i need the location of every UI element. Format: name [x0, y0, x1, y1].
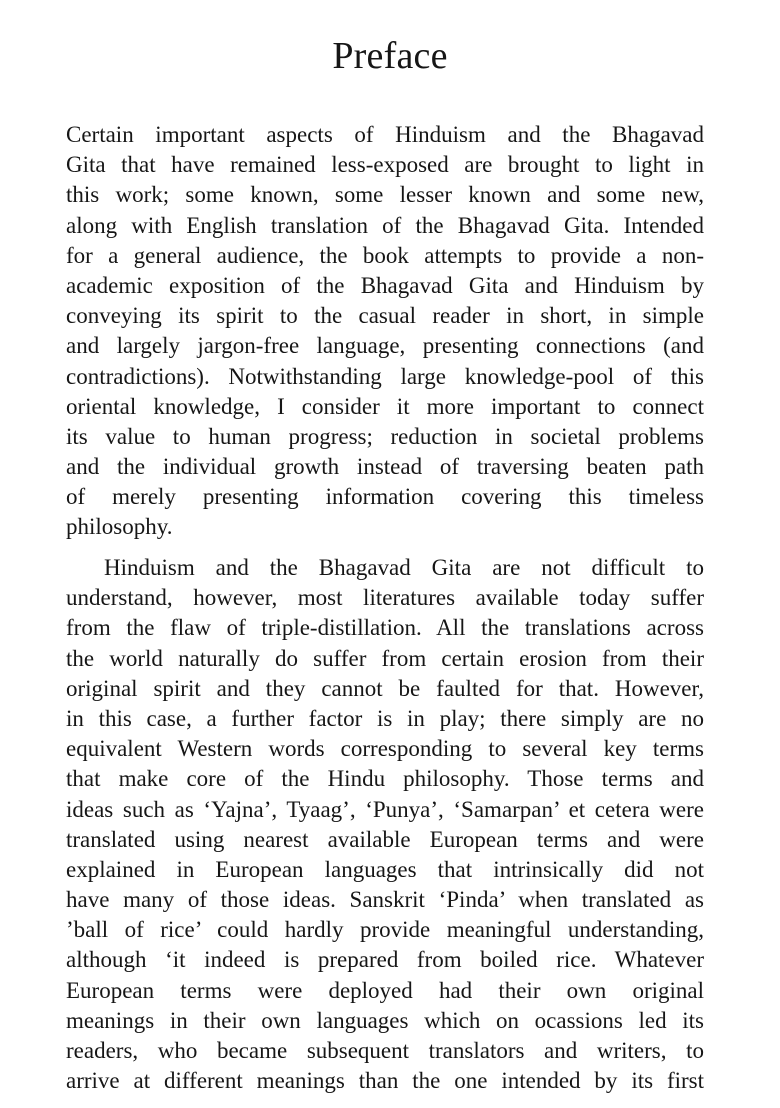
text-line: arrive at different meanings than the one intended by its first — [66, 1068, 704, 1094]
text-line: for a general audience, the book attempts to provide a non- — [66, 242, 704, 268]
paragraph-1 — [66, 120, 704, 543]
text-line: academic exposition of the Bhagavad Gita and Hinduism by — [66, 272, 704, 298]
text-line: ’ball of rice’ could hardly provide meaningful understanding, — [66, 917, 704, 943]
text-line: this work; some known, some lesser known and some new, — [66, 182, 704, 208]
text-line: its value to human progress; reduction in societal problems — [66, 423, 704, 449]
text-line: readers, who became subsequent translators and writers, to — [66, 1038, 704, 1063]
text-line: explained in European languages that intrinsically did not — [66, 856, 704, 882]
text-line: Gita that have remained less-exposed are brought to light in — [66, 152, 704, 178]
text-line: conveying its spirit to the casual reader in short, in simple — [66, 303, 704, 329]
text-line: have many of those ideas. Sanskrit ‘Pinda’ when translated as — [66, 887, 704, 913]
text-line: Hinduism and the Bhagavad Gita are not difficult to — [104, 555, 704, 580]
text-line: philosophy. — [66, 514, 173, 540]
text-line: original spirit and they cannot be faulted for that. However, — [66, 675, 704, 701]
text-line: translated using nearest available European terms and were — [66, 826, 704, 852]
text-line: that make core of the Hindu philosophy. Those terms and — [66, 766, 704, 792]
text-line: although ‘it indeed is prepared from boiled rice. Whatever — [66, 947, 704, 973]
text-line: from the flaw of triple-distillation. All the translations across — [66, 615, 704, 641]
text-line: and largely jargon-free language, presenting connections (and — [66, 333, 704, 359]
text-line: oriental knowledge, I consider it more important to connect — [66, 393, 704, 419]
text-line: along with English translation of the Bhagavad Gita. Intended — [66, 212, 704, 238]
text-line: in this case, a further factor is in play; there simply are no — [66, 705, 704, 731]
text-line: European terms were deployed had their own original — [66, 977, 704, 1003]
text-line: understand, however, most literatures available today suffer — [66, 585, 704, 611]
page-title: Preface — [332, 35, 448, 77]
paragraph-2 — [66, 553, 704, 1096]
text-line: meanings in their own languages which on ocassions led its — [66, 1007, 704, 1033]
text-line: the world naturally do suffer from certain erosion from their — [66, 645, 704, 671]
text-line: and the individual growth instead of traversing beaten path — [66, 454, 704, 480]
text-line: equivalent Western words corresponding to several key terms — [66, 736, 704, 762]
text-line: of merely presenting information covering this timeless — [66, 484, 704, 510]
text-line: Certain important aspects of Hinduism and the Bhagavad — [66, 122, 704, 147]
text-line: contradictions). Notwithstanding large knowledge-pool of this — [66, 363, 704, 389]
text-line: ideas such as ‘Yajna’, Tyaag’, ‘Punya’, ‘Samarpan’ et cetera were — [66, 796, 704, 822]
